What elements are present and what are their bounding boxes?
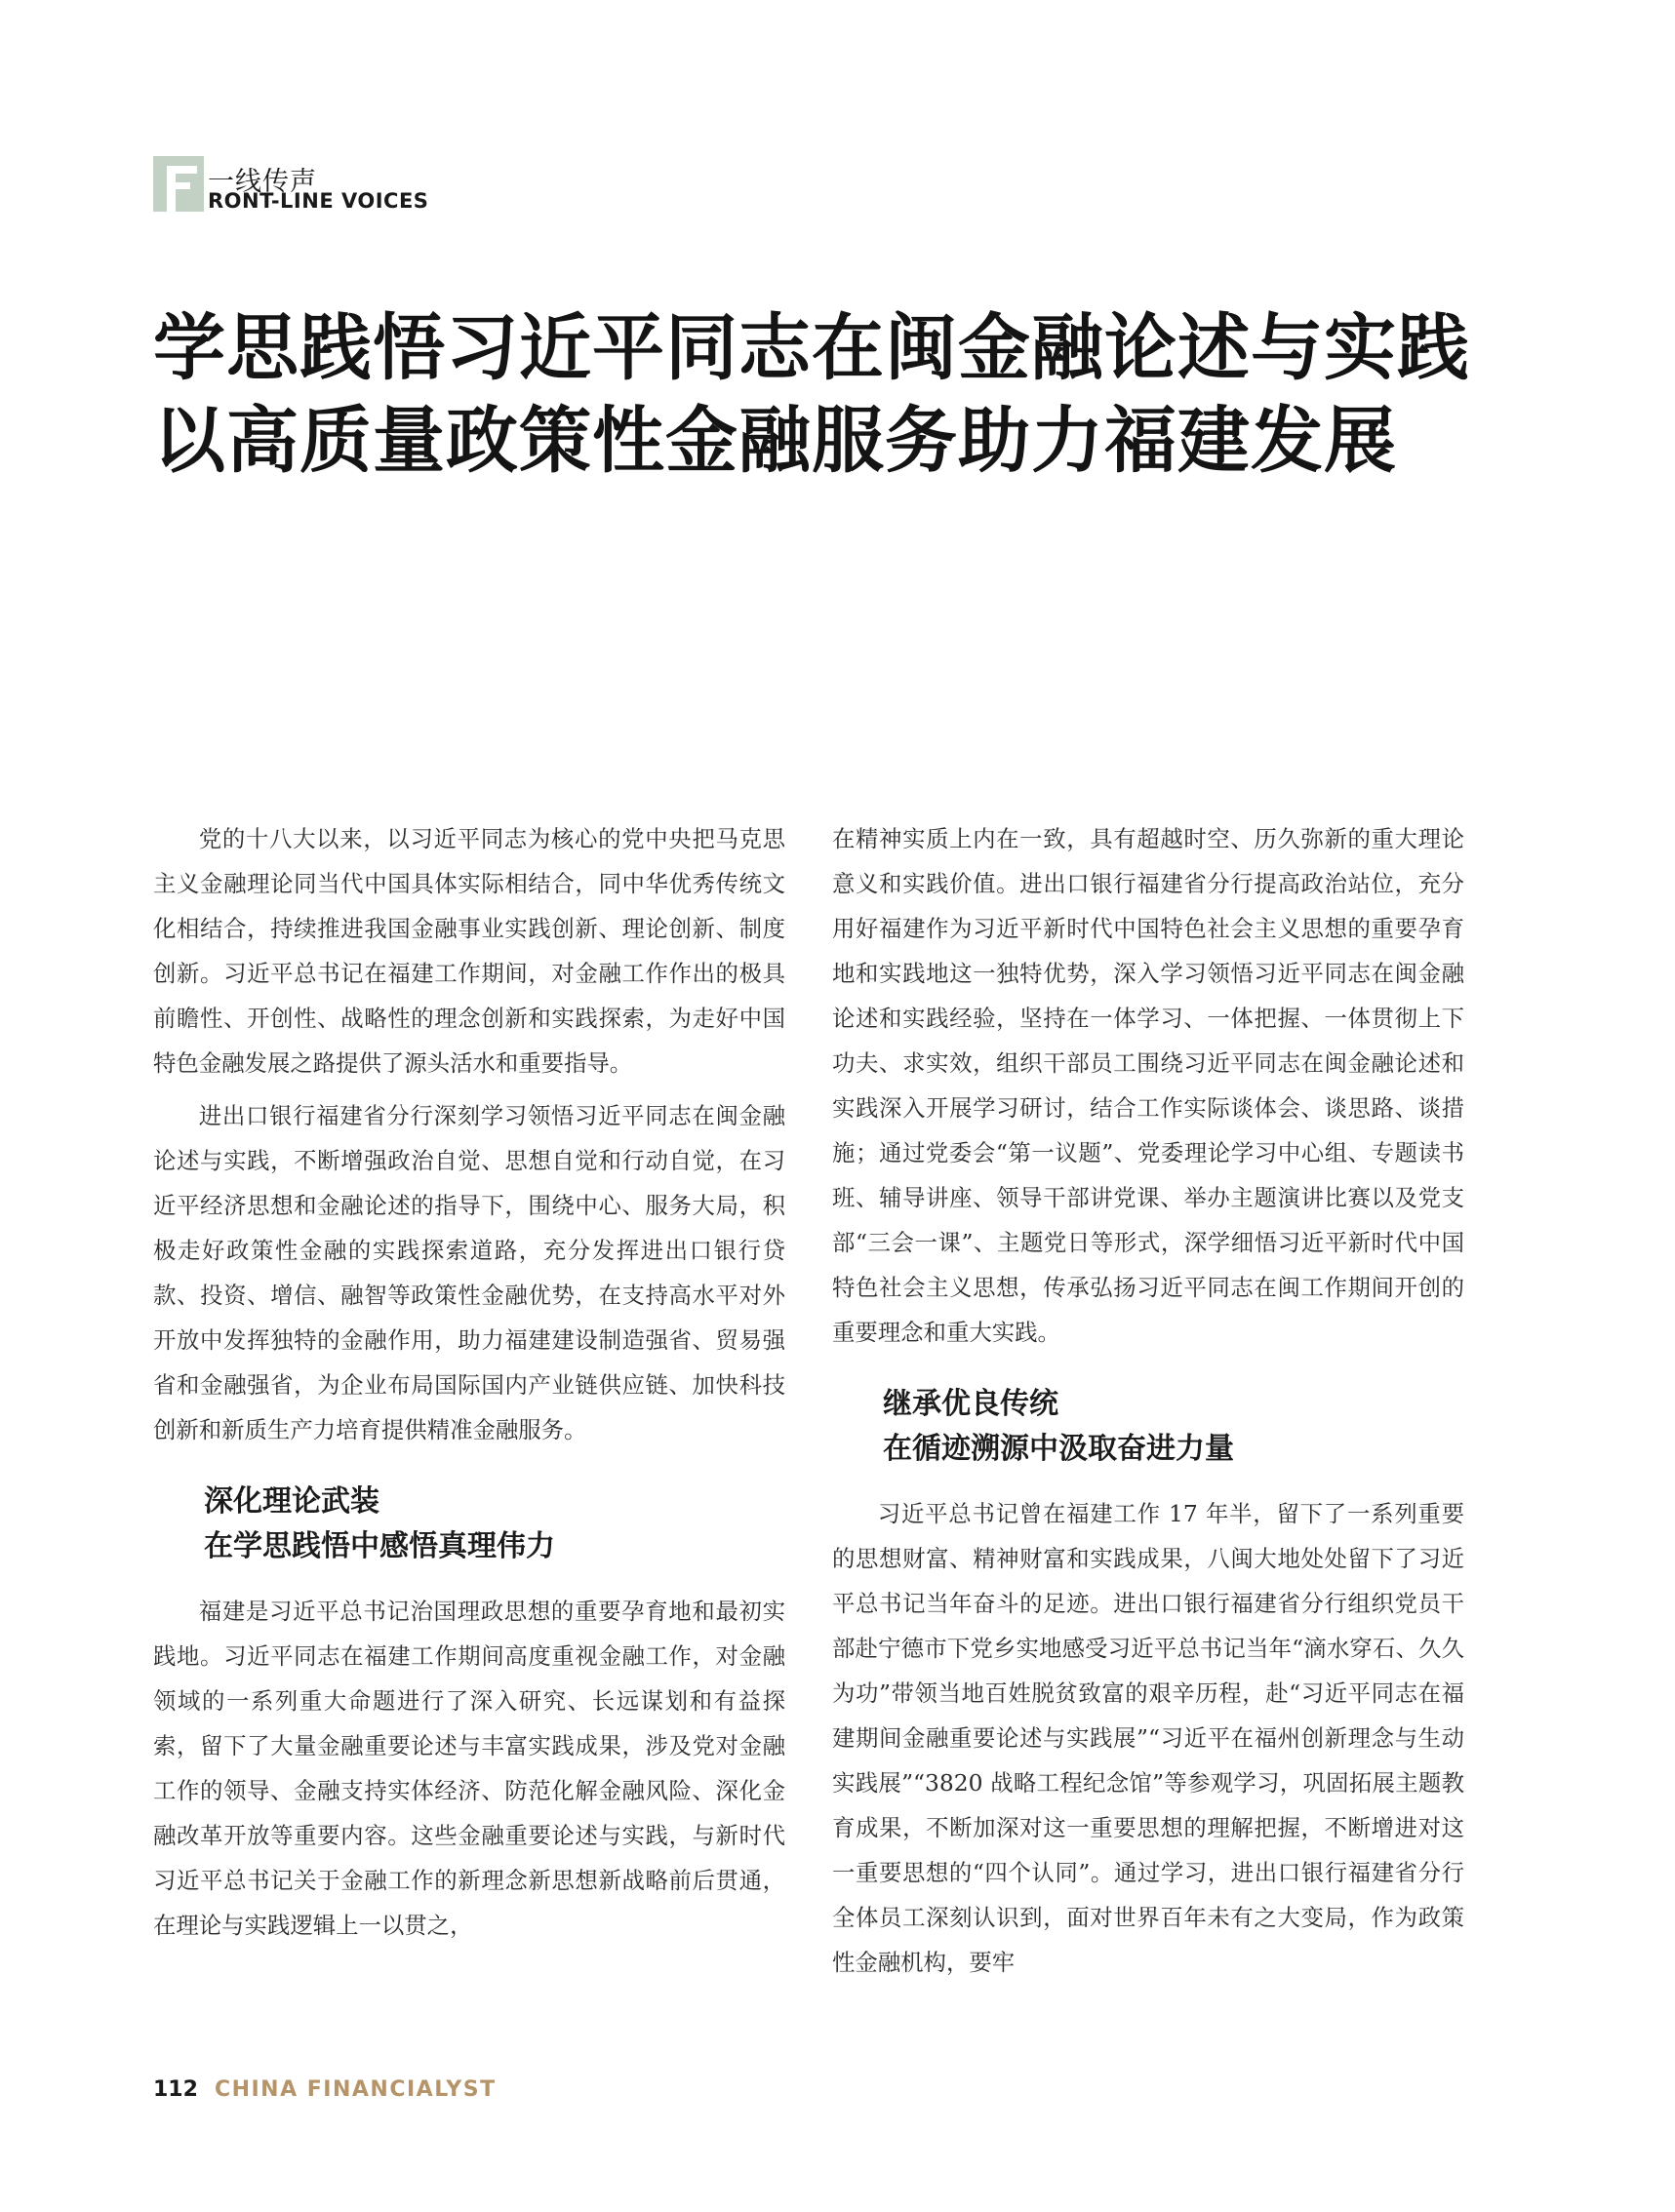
paragraph: 习近平总书记曾在福建工作 17 年半，留下了一系列重要的思想财富、精神财富和实践成果，八闽大地处处留下了习近平总书记当年奋斗的足迹。进出口银行福建省分行组织党员干部赴宁德市下党乡实地感受习近平总书记当年“滴水穿石、久久为功”带领当地百姓脱贫致富的艰辛历程，赴“习近平同志在福建期间金融重要论述与实践展”“习近平在福州创新理念与生动实践展”“3820 战略工程纪念馆”等参观学习，巩固拓展主题教育成果，不断加深对这一重要思想的理解把握，不断增进对这一重要思想的“四个认同”。通过学习，进出口银行福建省分行全体员工深刻认识到，面对世界百年未有之大变局，作为政策性金融机构，要牢: [832, 1500, 1464, 1976]
letter-f-icon: [153, 156, 204, 212]
section-heading: [153, 1480, 785, 1569]
right-column: [832, 816, 1464, 1993]
paragraph-continued: 在精神实质上内在一致，具有超越时空、历久弥新的重大理论意义和实践价值。进出口银行福建省分行提高政治站位，充分用好福建作为习近平新时代中国特色社会主义思想的重要孕育地和实践地这一独特优势，深入学习领悟习近平同志在闽金融论述和实践经验，坚持在一体学习、一体把握、一体贯彻上下功夫、求实效，组织干部员工围绕习近平同志在闽金融论述和实践深入开展学习研讨，结合工作实际谈体会、谈思路、谈措施；通过党委会“第一议题”、党委理论学习中心组、专题读书班、辅导讲座、领导干部讲党课、举办主题演讲比赛以及党支部“三会一课”、主题党日等形式，深学细悟习近平新时代中国特色社会主义思想，传承弘扬习近平同志在闽工作期间开创的重要理念和重大实践。: [832, 825, 1464, 1346]
section-heading: [832, 1382, 1464, 1472]
section-heading-line2: 在学思践悟中感悟真理伟力: [204, 1529, 555, 1563]
paragraph: 进出口银行福建省分行深刻学习领悟习近平同志在闽金融论述与实践，不断增强政治自觉、思想自觉和行动自觉，在习近平经济思想和金融论述的指导下，围绕中心、服务大局，积极走好政策性金融的实践探索道路，充分发挥进出口银行贷款、投资、增信、融智等政策性金融优势，在支持高水平对外开放中发挥独特的金融作用，助力福建建设制造强省、贸易强省和金融强省，为企业布局国际国内产业链供应链、加快科技创新和新质生产力培育提供精准金融服务。: [153, 1102, 785, 1443]
section-title-cn: 一线传声: [208, 167, 317, 197]
section-heading-line1: 继承优良传统: [883, 1387, 1058, 1421]
magazine-name: CHINA FINANCIALYST: [214, 2077, 497, 2102]
section-title-en: RONT-LINE VOICES: [208, 189, 429, 213]
paragraph: 党的十八大以来，以习近平同志为核心的党中央把马克思主义金融理论同当代中国具体实际相结合，同中华优秀传统文化相结合，持续推进我国金融事业实践创新、理论创新、制度创新。习近平总书记在福建工作期间，对金融工作作出的极具前瞻性、开创性、战略性的理念创新和实践探索，为走好中国特色金融发展之路提供了源头活水和重要指导。: [153, 825, 785, 1077]
article-title: [153, 302, 1558, 488]
paragraph: 福建是习近平总书记治国理政思想的重要孕育地和最初实践地。习近平同志在福建工作期间高度重视金融工作，对金融领域的一系列重大命题进行了深入研究、长远谋划和有益探索，留下了大量金融重要论述与丰富实践成果，涉及党对金融工作的领导、金融支持实体经济、防范化解金融风险、深化金融改革开放等重要内容。这些金融重要论述与实践，与新时代习近平总书记关于金融工作的新理念新思想新战略前后贯通，在理论与实践逻辑上一以贯之，: [153, 1598, 785, 1939]
section-heading-line2: 在循迹溯源中汲取奋进力量: [883, 1432, 1234, 1466]
left-column: [153, 816, 785, 1955]
section-heading-line1: 深化理论武装: [204, 1484, 379, 1519]
section-tag: [153, 156, 504, 215]
page-number: 112: [153, 2077, 198, 2102]
article-title-line2: 以高质量政策性金融服务助力福建发展: [153, 399, 1397, 483]
page-footer: [153, 2077, 497, 2102]
article-title-line1: 学思践悟习近平同志在闽金融论述与实践: [153, 306, 1470, 390]
